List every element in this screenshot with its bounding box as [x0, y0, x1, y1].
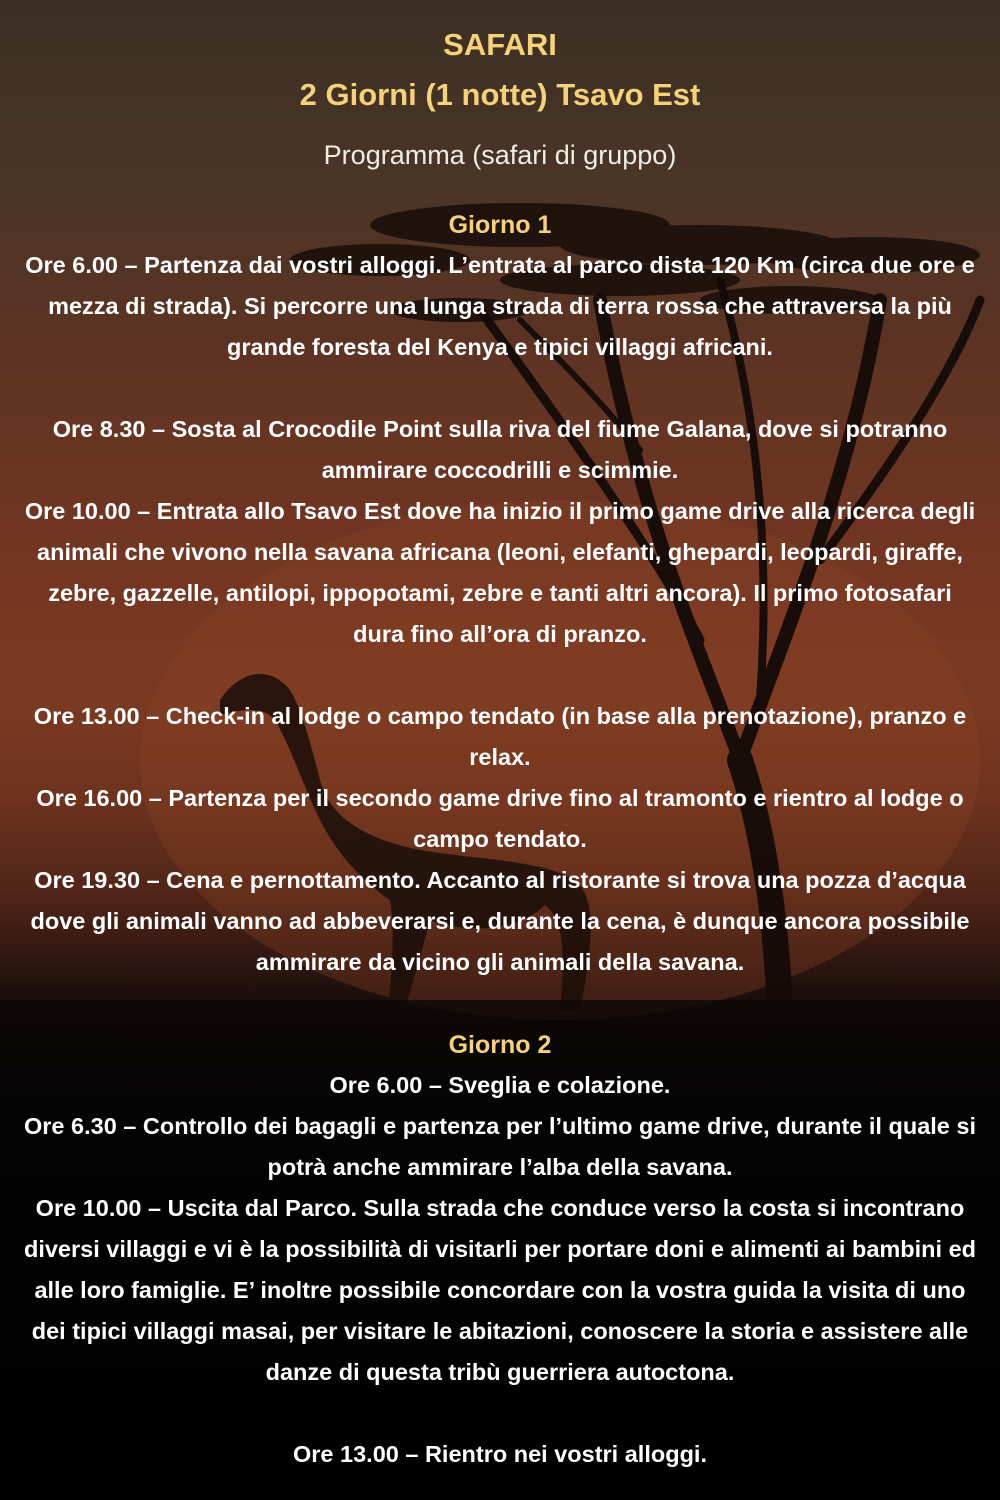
day-2-item: Ore 10.00 – Uscita dal Parco. Sulla strada che conduce verso la costa si incontrano diversi villaggi e vi è la possibilità di visitarli per portare doni e alimenti ai bambini ed alle loro famiglie. E’ inoltre possibile concordare con la vostra guida la visita di uno dei tipici villaggi masai, per visitare le abitazioni, conoscere la storia e assistere alle danze di questa tribù guerriera autoctona.	[23, 1195, 977, 1385]
page-subtitle: 2 Giorni (1 notte) Tsavo Est	[299, 77, 701, 112]
day-2-item: Ore 13.00 – Rientro nei vostri alloggi.	[293, 1441, 707, 1467]
day-1-item: Ore 10.00 – Entrata allo Tsavo Est dove ha inizio il primo game drive alla ricerca degli animali che vivono nella savana africana (leoni, elefanti, ghepardi, leopardi, giraffe, zebre, gazzelle, antilopi, ippopotami, zebre e tanti altri ancora). Il primo fotosafari dura fino all’ora di pranzo.	[24, 498, 976, 647]
day-1-heading: Giorno 1	[448, 211, 552, 239]
day-1-item: Ore 19.30 – Cena e pernottamento. Accanto al ristorante si trova una pozza d’acqua dove gli animali vanno ad abbeverarsi e, durante la cena, è dunque ancora possibile ammirare da vicino gli animali della savana.	[30, 867, 970, 975]
day-1-item: Ore 6.00 – Partenza dai vostri alloggi. L’entrata al parco dista 120 Km (circa due ore e mezza di strada). Si percorre una lunga strada di terra rossa che attraversa la più grande foresta del Kenya e tipici villaggi africani.	[25, 252, 975, 360]
page-title: SAFARI	[443, 27, 557, 62]
day-1-item: Ore 13.00 – Check-in al lodge o campo tendato (in base alla prenotazione), pranzo e relax.	[33, 703, 967, 770]
day-2-heading: Giorno 2	[448, 1031, 552, 1059]
day-2-item: Ore 6.00 – Sveglia e colazione.	[329, 1072, 671, 1098]
day-1-item: Ore 8.30 – Sosta al Crocodile Point sulla riva del fiume Galana, dove si potranno ammirare coccodrilli e scimmie.	[52, 416, 948, 483]
day-1-item: Ore 16.00 – Partenza per il secondo game drive fino al tramonto e rientro al lodge o campo tendato.	[36, 785, 964, 852]
day-2-item: Ore 6.30 – Controllo dei bagagli e partenza per l’ultimo game drive, durante il quale si potrà anche ammirare l’alba della savana.	[24, 1113, 976, 1180]
program-label: Programma (safari di gruppo)	[323, 140, 677, 170]
